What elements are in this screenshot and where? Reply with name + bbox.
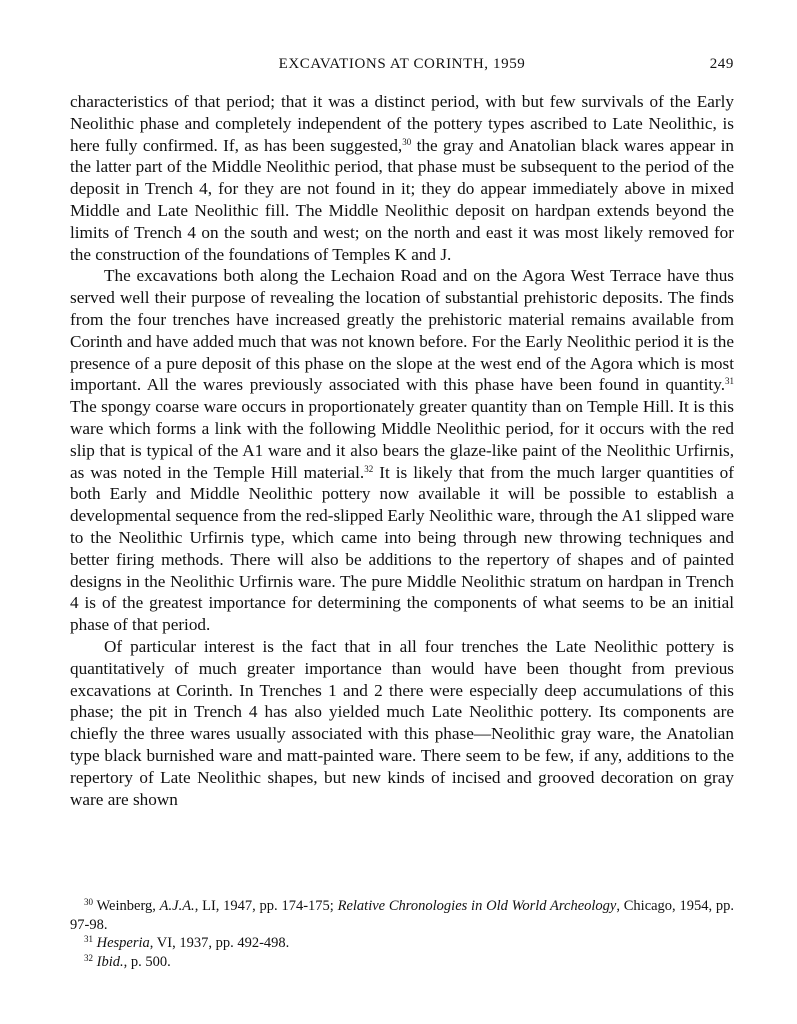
paragraph-2-text-b: The spongy coarse ware occurs in proportionately greater quantity than on Temple Hill. It is this ware which forms a link with the following Middle Neolithic period, for it occurs with the red slip that is typical of the A1 ware and it also bears the glaze-like paint of the Neolithic Urfirnis, as was noted in the Temple Hill material. <box>70 397 734 482</box>
paragraph-2-text-c: It is likely that from the much larger quantities of both Early and Middle Neolithic pottery now available it will be possible to establish a developmental sequence from the red-slipped Early Neolithic ware, through the A1 slipped ware to the Neolithic Urfirnis type, which came into being through new throwing techniques and better firing methods. There will also be additions to the repertory of shapes and of painted designs in the Neolithic Urfirnis ware. The pure Middle Neolithic stratum on hardpan in Trench 4 is of the greatest importance for determining the components of what seems to be an initial phase of that period. <box>70 462 734 635</box>
footnote-citation: , LI, 1947, pp. 174-175; <box>194 898 338 914</box>
footnote-ref-32[interactable]: 32 <box>364 463 374 474</box>
footnote-citation-end: , p. 500. <box>123 953 171 970</box>
paragraph-1-text-b: the gray and Anatolian black wares appear in the latter part of the Middle Neolithic period, that phase must be subsequent to the period of the deposit in Trench 4, for they are not found in it; they do appear immediately above in mixed Middle and Late Neolithic fill. The Middle Neolithic deposit on hardpan extends beyond the limits of Trench 4 on the south and west; on the north and east it was most likely removed for the construction of the foundations of Temples K and J. <box>70 135 735 264</box>
footnote-number: 31 <box>84 934 93 944</box>
footnote-journal: Hesperia <box>96 935 150 951</box>
footnote-32 <box>70 953 734 972</box>
footnote-citation-end: , VI, 1937, pp. 492-498. <box>149 935 290 951</box>
footnote-ref-30[interactable]: 30 <box>402 136 412 147</box>
paragraph-1-text-a: characteristics of that period; that it was a distinct period, with but few survivals of the Early Neolithic phase and completely independent of the pottery types ascribed to Late Neolithic, is here fully confirmed. If, as has been suggested, <box>70 92 734 155</box>
footnote-ref-31[interactable]: 31 <box>725 376 734 387</box>
footnote-journal: Ibid. <box>96 953 124 970</box>
footnote-number: 30 <box>84 897 93 907</box>
footnotes <box>70 897 734 971</box>
paragraph-1 <box>70 91 734 265</box>
page-number: 249 <box>709 56 734 72</box>
footnote-30 <box>70 897 734 934</box>
footnote-number: 32 <box>84 952 93 963</box>
footnote-citation-end: , Chicago, 1954, pp. 97-98. <box>70 898 734 933</box>
footnote-journal: A.J.A. <box>159 898 195 914</box>
footnote-31 <box>70 934 734 953</box>
paragraph-2 <box>70 265 734 636</box>
footnote-author: Weinberg, <box>96 898 160 914</box>
footnote-book-title: Relative Chronologies in Old World Archeology <box>337 898 617 914</box>
running-title: EXCAVATIONS AT CORINTH, 1959 <box>278 56 526 72</box>
paragraph-3: Of particular interest is the fact that in all four trenches the Late Neolithic pottery is quantitatively of much greater importance than would have been thought from previous excavations at Corinth. In Trenches 1 and 2 there were especially deep accumulations of this phase; the pit in Trench 4 has also yielded much Late Neolithic pottery. Its components are chiefly the three wares usually associated with this phase—Neolithic gray ware, the Anatolian type black burnished ware and matt-painted ware. There seem to be few, if any, additions to the repertory of Late Neolithic shapes, but new kinds of incised and grooved decoration on gray ware are shown <box>70 636 734 809</box>
running-header <box>70 56 734 78</box>
body-text <box>70 91 734 810</box>
paragraph-2-text-a: The excavations both along the Lechaion Road and on the Agora West Terrace have thus served well their purpose of revealing the location of substantial prehistoric deposits. The finds from the four trenches have increased greatly the prehistoric material remains available from Corinth and have added much that was not known before. For the Early Neolithic period it is the presence of a pure deposit of this phase on the slope at the west end of the Agora which is most important. All the wares previously associated with this phase have been found in quantity. <box>70 266 734 395</box>
